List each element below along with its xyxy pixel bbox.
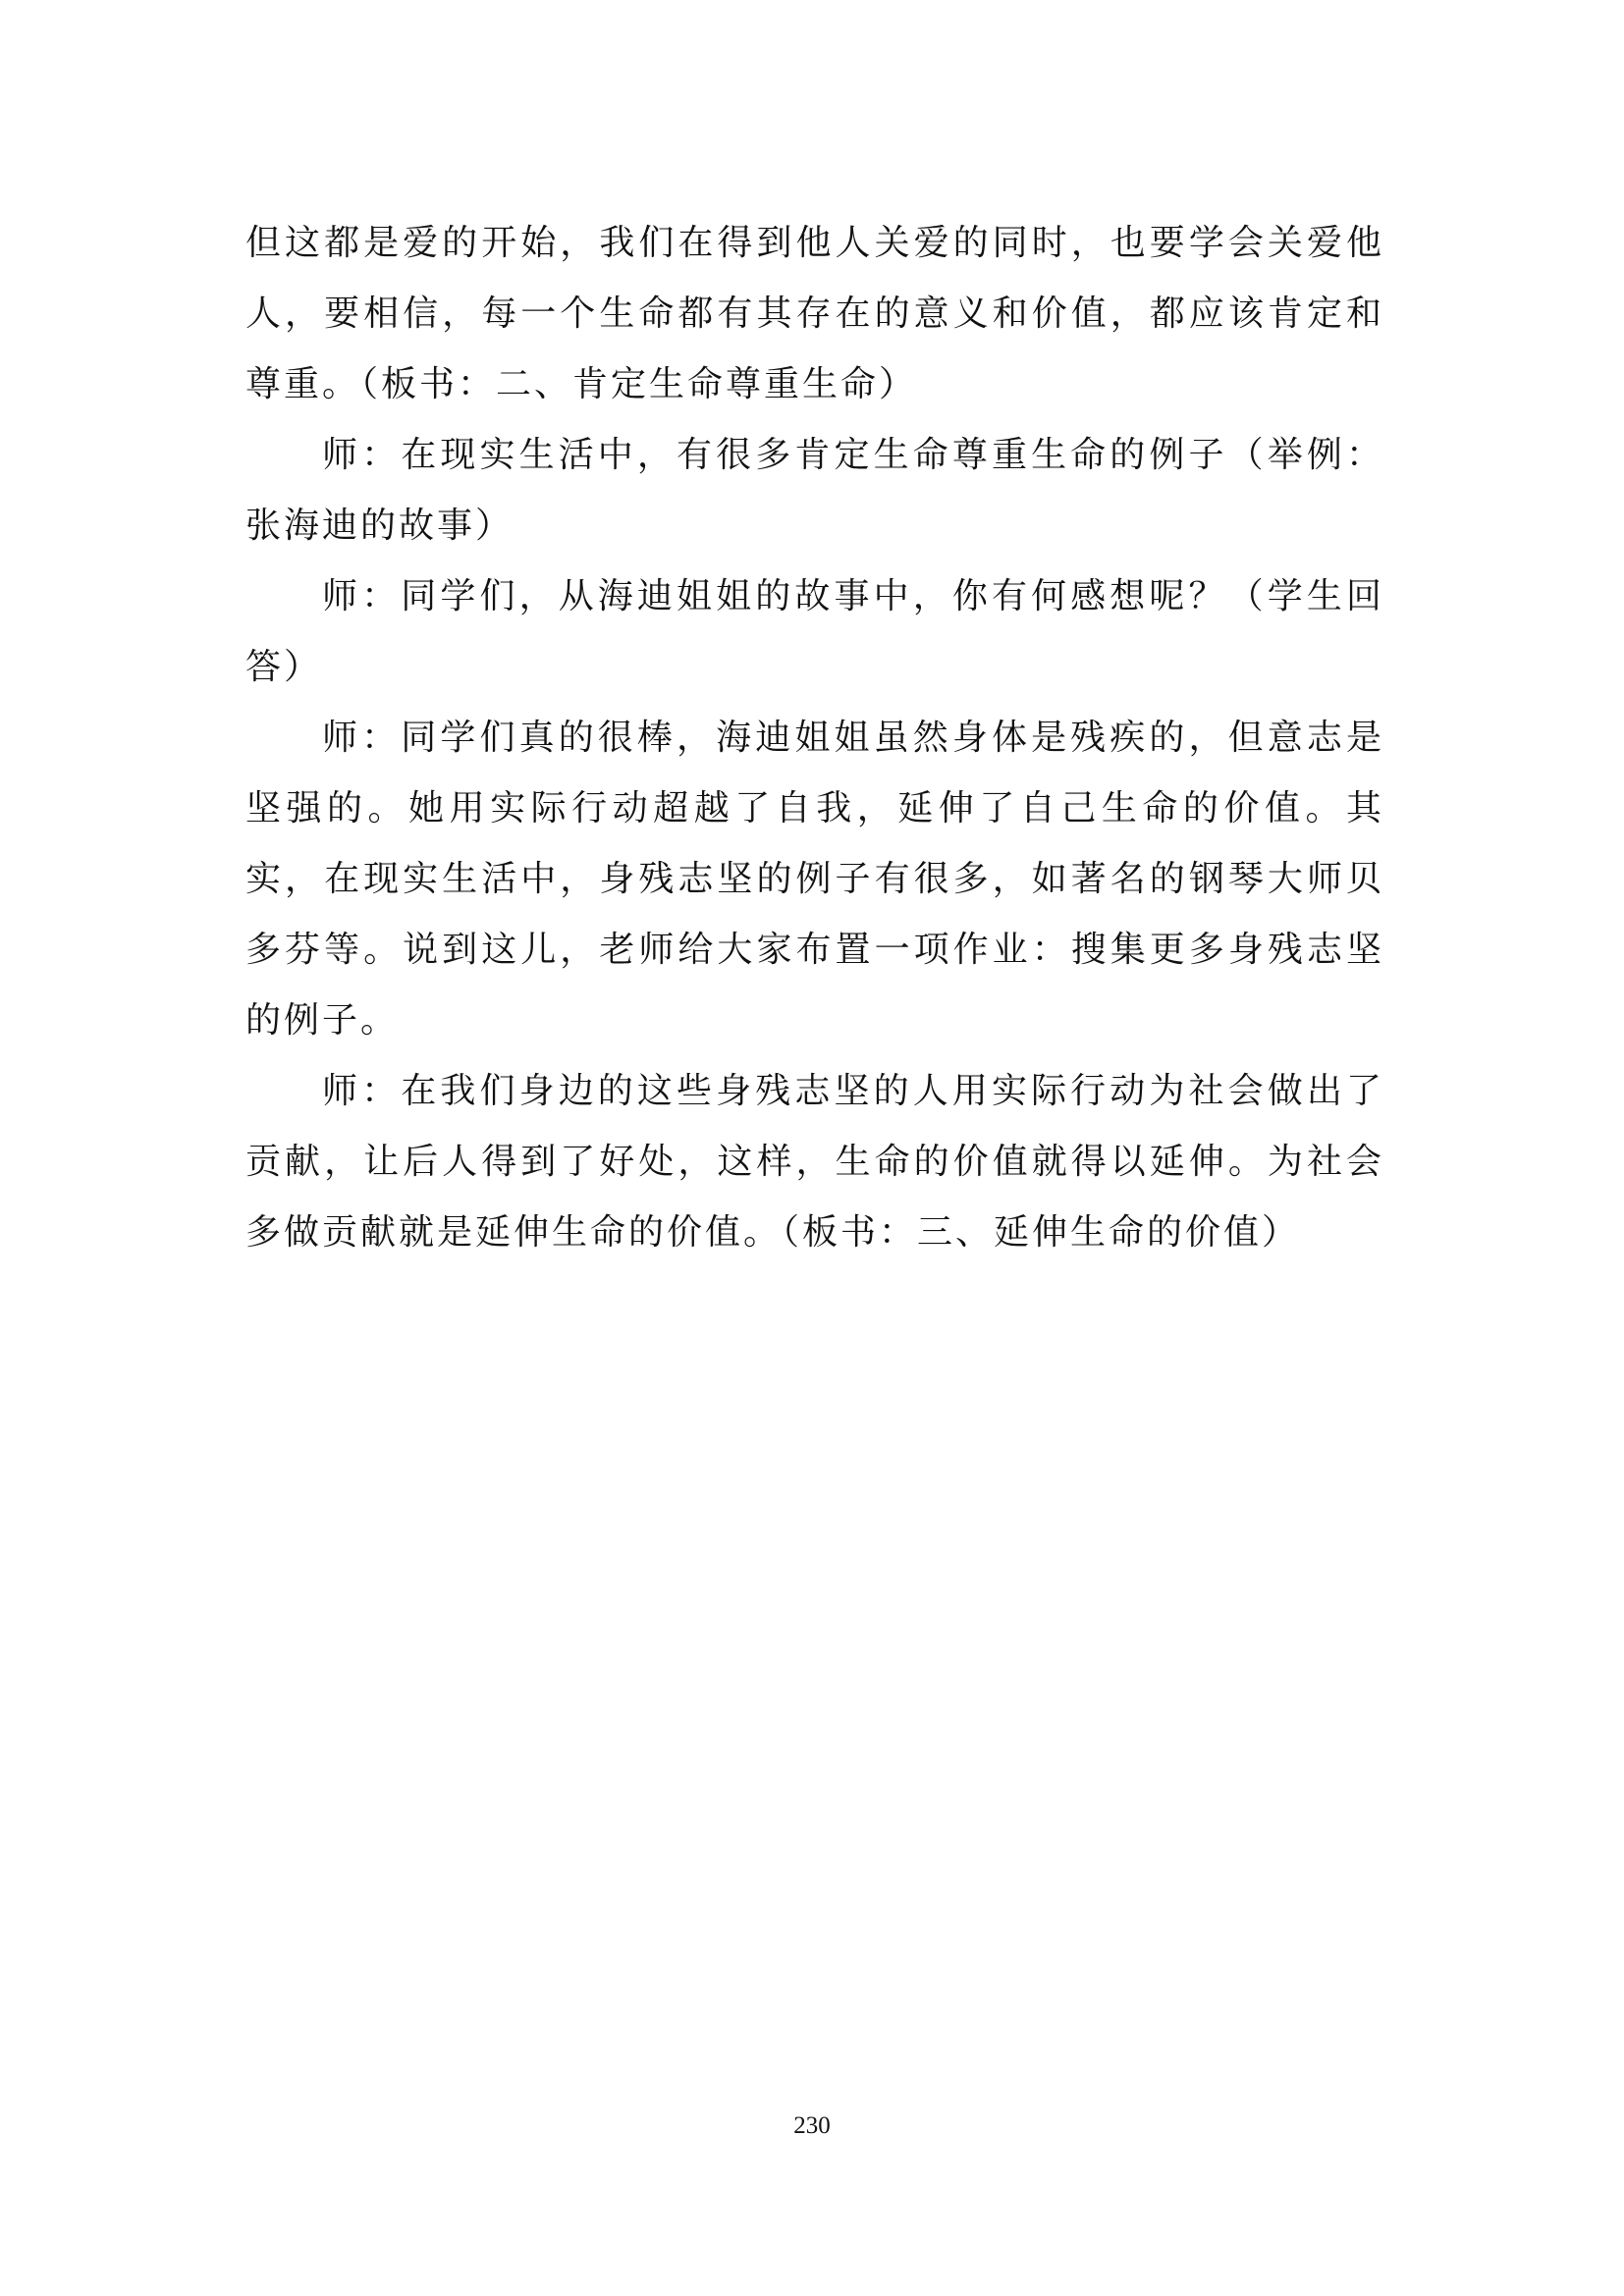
document-body — [245, 208, 1384, 1268]
paragraph-teacher-praise: 师：同学们真的很棒，海迪姐姐虽然身体是残疾的，但意志是坚强的。她用实际行动超越了自我，延伸了自己生命的价值。其实，在现实生活中，身残志坚的例子有很多，如著名的钢琴大师贝多芬等。说到这儿，老师给大家布置一项作业：搜集更多身残志坚的例子。 — [245, 718, 1384, 1041]
paragraph-teacher-question: 师：同学们，从海迪姐姐的故事中，你有何感想呢？（学生回答） — [245, 576, 1384, 687]
paragraph-teacher-example: 师：在现实生活中，有很多肯定生命尊重生命的例子（举例：张海迪的故事） — [245, 435, 1384, 546]
paragraph-continuation: 但这都是爱的开始，我们在得到他人关爱的同时，也要学会关爱他人，要相信，每一个生命都有其存在的意义和价值，都应该肯定和尊重。（板书：二、肯定生命尊重生命） — [245, 223, 1384, 404]
page-number: 230 — [793, 2112, 831, 2139]
paragraph-teacher-conclusion: 师：在我们身边的这些身残志坚的人用实际行动为社会做出了贡献，让后人得到了好处，这样，生命的价值就得以延伸。为社会多做贡献就是延伸生命的价值。（板书：三、延伸生命的价值） — [245, 1071, 1384, 1253]
